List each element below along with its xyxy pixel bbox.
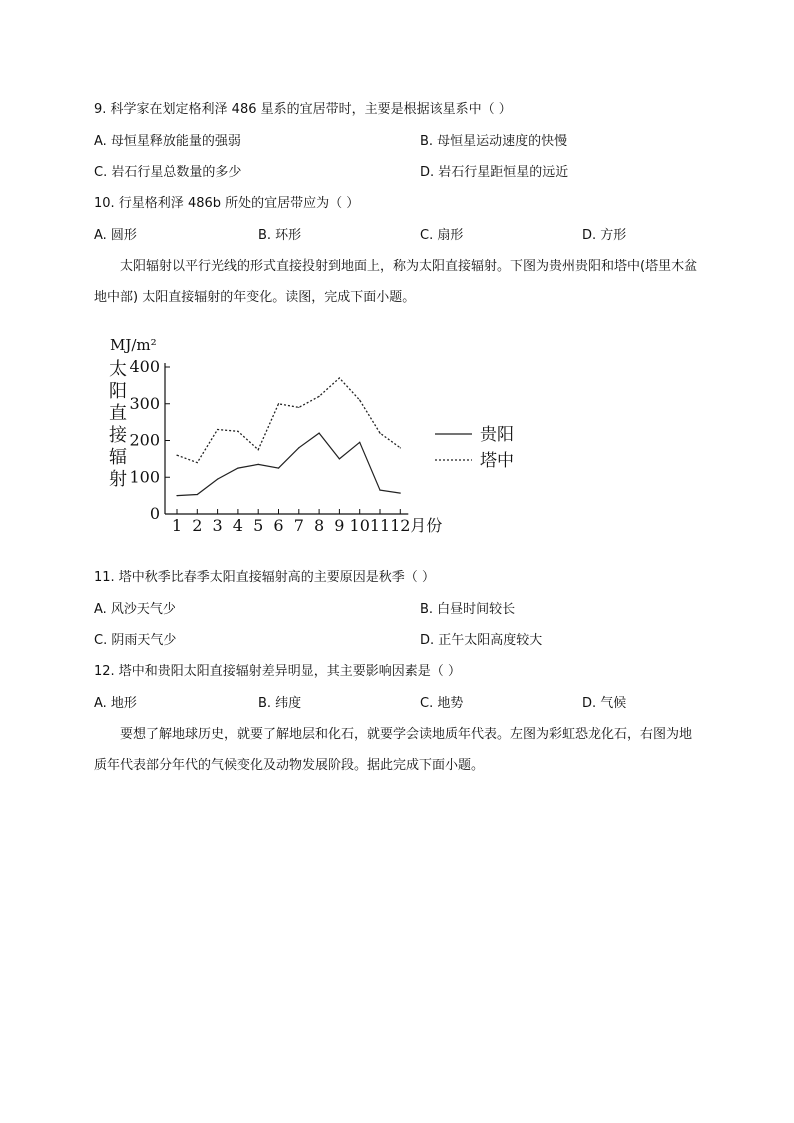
y-axis-label-char: 射 [109,469,127,490]
x-axis-label: 月份 [410,516,443,535]
data-point [258,449,259,450]
data-point [237,467,238,468]
q10-option-c: C. 扇形 [420,228,464,243]
q9-option-d: D. 岩石行星距恒星的远近 [420,165,569,180]
x-tick-label: 12 [390,516,411,535]
data-point [176,455,177,456]
x-tick-label: 3 [212,516,223,535]
q12-option-b: B. 纬度 [258,696,302,711]
legend-label: 塔中 [480,451,514,471]
q12-option-c: C. 地势 [420,696,464,711]
x-tick-label: 7 [293,516,304,535]
q12-option-d: D. 气候 [582,696,627,711]
data-point [278,403,279,404]
data-point [400,492,401,493]
x-tick-label: 5 [253,516,264,535]
intro-fossil-paragraph: 要想了解地球历史，就要了解地层和化石，就要学会读地质年代表。左图为彩虹恐龙化石，右图为地质年代表部分年代的气候变化及动物发展阶段。据此完成下面小题。 [94,727,693,773]
data-point [359,442,360,443]
series-line-tazhong [177,378,400,463]
data-point [237,431,238,432]
q11-option-c: C. 阴雨天气少 [94,633,177,648]
data-point [298,407,299,408]
data-point [258,464,259,465]
y-tick-label: 0 [149,504,160,523]
q9-option-b: B. 母恒星运动速度的快慢 [420,134,568,149]
x-tick-label: 1 [171,516,183,535]
y-axis-label-char: 辐 [109,447,127,468]
q10-stem: 10. 行星格利泽 486b 所处的宜居带应为（ ） [94,196,360,211]
q11-option-b: B. 白昼时间较长 [420,602,516,617]
data-point [197,462,198,463]
legend-label: 贵阳 [480,425,514,445]
q10-option-d: D. 方形 [582,228,627,243]
x-tick-label: 6 [273,516,284,535]
data-point [176,495,177,496]
data-point [400,447,401,448]
q9-stem: 9. 科学家在划定格利泽 486 星系的宜居带时，主要是根据该星系中（ ） [94,102,512,117]
x-tick-label: 8 [314,516,325,535]
x-tick-label: 4 [232,516,243,535]
data-point [359,399,360,400]
data-point [379,490,380,491]
data-point [278,467,279,468]
y-axis-label-char: 阳 [109,381,127,402]
q9-option-a: A. 母恒星释放能量的强弱 [94,134,241,149]
data-point [217,478,218,479]
data-point [319,433,320,434]
y-tick-label: 300 [129,393,160,413]
y-axis-label-char: 接 [109,425,127,446]
q10-option-b: B. 环形 [258,228,302,243]
radiation-line-chart [100,330,540,540]
intro-radiation-paragraph: 太阳辐射以平行光线的形式直接投射到地面上，称为太阳直接辐射。下图为贵州贵阳和塔中(塔里木盆地中部) 太阳直接辐射的年变化。读图，完成下面小题。 [94,259,698,305]
data-point [298,447,299,448]
y-tick-label: 200 [129,430,160,450]
q11-option-d: D. 正午太阳高度较大 [420,633,543,648]
y-axis-label-char: 直 [109,403,127,424]
q10-option-a: A. 圆形 [94,228,137,243]
q12-option-a: A. 地形 [94,696,137,711]
q11-option-a: A. 风沙天气少 [94,602,176,617]
y-tick-label: 400 [129,357,160,376]
x-tick-label: 2 [192,516,203,535]
data-point [339,458,340,459]
series-line-guiyang [177,433,400,496]
data-point [319,396,320,397]
data-point [217,429,218,430]
q11-stem: 11. 塔中秋季比春季太阳直接辐射高的主要原因是秋季（ ） [94,570,435,585]
unit-label: MJ/m² [110,336,157,354]
q9-option-c: C. 岩石行星总数量的多少 [94,165,242,180]
y-axis-label-char: 太 [109,359,127,380]
data-point [339,377,340,378]
x-tick-label: 11 [369,516,391,535]
x-tick-label: 9 [334,516,345,535]
q12-stem: 12. 塔中和贵阳太阳直接辐射差异明显，其主要影响因素是（ ） [94,664,461,679]
x-tick-label: 10 [349,516,370,535]
data-point [379,433,380,434]
data-point [197,494,198,495]
y-tick-label: 100 [129,467,160,487]
